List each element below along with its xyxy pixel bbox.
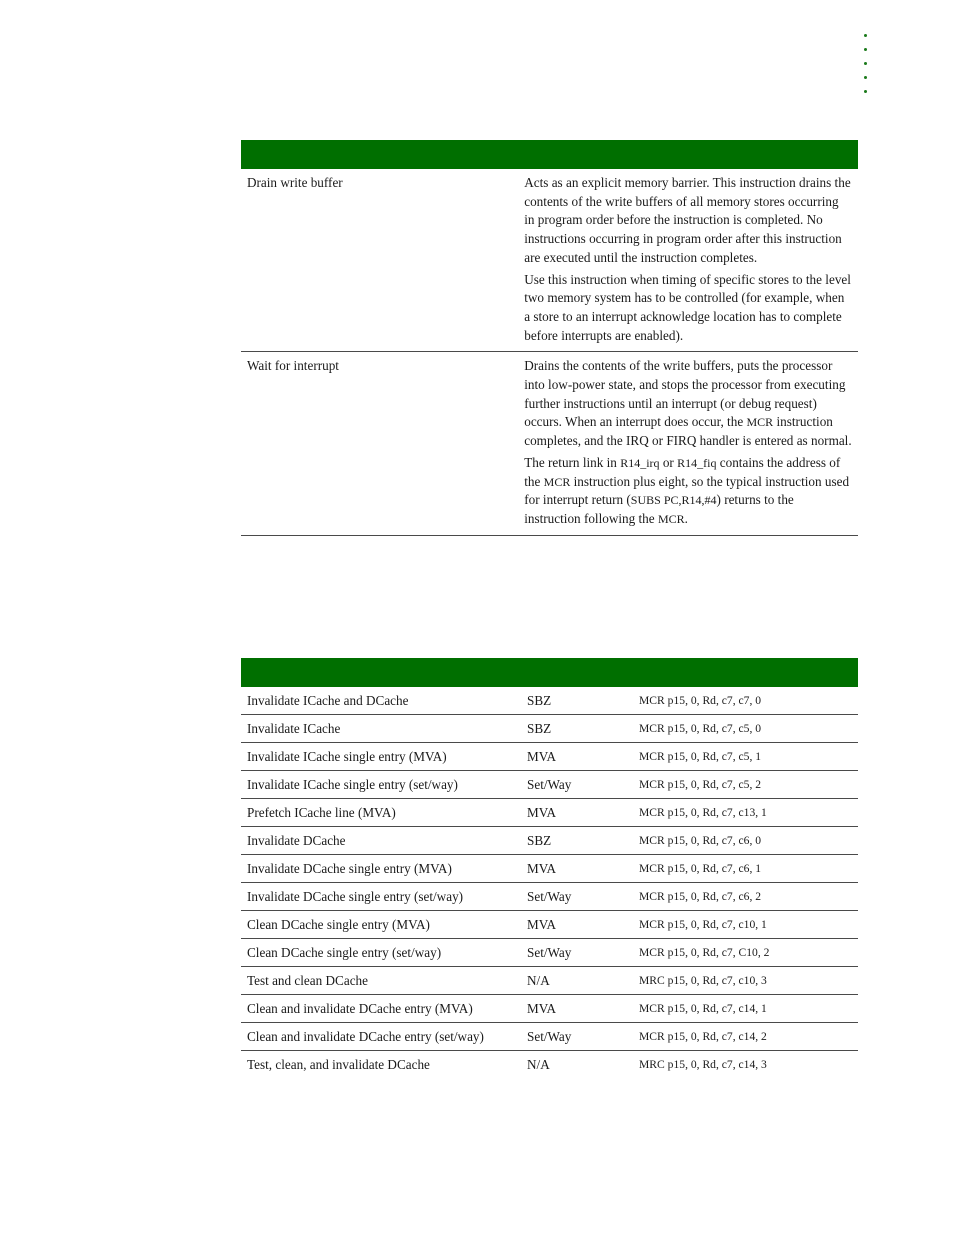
margin-dots <box>864 34 870 104</box>
data-cell: SBZ <box>521 715 633 743</box>
table-row <box>241 827 858 855</box>
cache-operations-table <box>241 658 858 1078</box>
data-cell: N/A <box>521 967 633 995</box>
table-row <box>241 967 858 995</box>
function-cell: Invalidate ICache and DCache <box>241 687 521 715</box>
margin-dot <box>864 48 867 51</box>
data-cell: MVA <box>521 995 633 1023</box>
data-cell: Set/Way <box>521 771 633 799</box>
table-row <box>241 743 858 771</box>
table-row <box>241 799 858 827</box>
description-paragraph: The return link in R14_irq or R14_fiq contains the address of the MCR instruction plus eight, so the typical instruction used for interrupt return (SUBS PC,R14,#4) returns to the instruction following the MCR. <box>524 454 850 526</box>
function-cell: Test and clean DCache <box>241 967 521 995</box>
table-row <box>241 715 858 743</box>
table-row <box>241 1051 858 1079</box>
function-cell: Drain write buffer <box>241 169 518 352</box>
table-row <box>241 687 858 715</box>
data-cell: Set/Way <box>521 939 633 967</box>
instruction-cell: MCR p15, 0, Rd, c7, c5, 1 <box>633 743 858 771</box>
table-row <box>241 771 858 799</box>
function-cell: Clean DCache single entry (MVA) <box>241 911 521 939</box>
cp15-c7-special-functions-table <box>241 140 858 536</box>
margin-dot <box>864 62 867 65</box>
data-cell: MVA <box>521 799 633 827</box>
data-cell: Set/Way <box>521 1023 633 1051</box>
description-paragraph: Acts as an explicit memory barrier. This instruction drains the contents of the write buffers of all memory stores occurring in program order before the instruction is completed. No instructions occurring in program order after this instruction are executed until the instruction completes. <box>524 175 851 265</box>
description-paragraph: Use this instruction when timing of specific stores to the level two memory system has to be controlled (for example, when a store to an interrupt acknowledge location has to complete before interrupts are enabled). <box>524 271 851 343</box>
data-cell: N/A <box>527 1056 550 1072</box>
table-row <box>241 352 858 535</box>
instruction-cell: MCR p15, 0, Rd, c7, c6, 2 <box>633 883 858 911</box>
function-cell: Invalidate ICache single entry (set/way) <box>241 771 521 799</box>
instruction-cell: MCR p15, 0, Rd, c7, c13, 1 <box>633 799 858 827</box>
function-cell: Invalidate DCache single entry (MVA) <box>241 855 521 883</box>
data-cell: SBZ <box>521 827 633 855</box>
instruction-cell: MCR p15, 0, Rd, c7, c10, 1 <box>633 911 858 939</box>
data-cell: Set/Way <box>521 883 633 911</box>
data-cell: SBZ <box>521 687 633 715</box>
instruction-cell: MCR p15, 0, Rd, c7, c5, 2 <box>633 771 858 799</box>
table-row <box>241 911 858 939</box>
function-cell: Clean and invalidate DCache entry (set/way) <box>241 1023 521 1051</box>
margin-dot <box>864 90 867 93</box>
function-cell: Invalidate ICache <box>241 715 521 743</box>
description-paragraph: Drains the contents of the write buffers, puts the processor into low-power state, and stops the processor from executing further instructions until an interrupt (or debug request) occurs. When an interrupt does occur, the MCR instruction completes, and the IRQ or FIRQ handler is entered as normal. <box>524 358 852 449</box>
function-cell: Invalidate ICache single entry (MVA) <box>241 743 521 771</box>
function-cell: Invalidate DCache <box>241 827 521 855</box>
table-row <box>241 1023 858 1051</box>
table-row <box>241 169 858 352</box>
table-row <box>241 995 858 1023</box>
instruction-cell: MRC p15, 0, Rd, c7, c14, 3 <box>639 1058 767 1071</box>
data-cell: MVA <box>521 855 633 883</box>
function-cell: Test, clean, and invalidate DCache <box>247 1056 430 1072</box>
description-cell <box>518 169 858 352</box>
instruction-cell: MCR p15, 0, Rd, c7, c5, 0 <box>633 715 858 743</box>
instruction-cell: MCR p15, 0, Rd, c7, c7, 0 <box>633 687 858 715</box>
instruction-cell: MCR p15, 0, Rd, c7, C10, 2 <box>633 939 858 967</box>
instruction-cell: MCR p15, 0, Rd, c7, c14, 1 <box>633 995 858 1023</box>
function-cell: Clean and invalidate DCache entry (MVA) <box>241 995 521 1023</box>
table-row <box>241 939 858 967</box>
margin-dot <box>864 76 867 79</box>
instruction-cell: MCR p15, 0, Rd, c7, c14, 2 <box>633 1023 858 1051</box>
description-cell <box>518 352 858 535</box>
function-cell: Invalidate DCache single entry (set/way) <box>241 883 521 911</box>
table-header-bar <box>241 658 858 687</box>
data-cell: MVA <box>521 911 633 939</box>
data-cell: MVA <box>521 743 633 771</box>
function-cell: Prefetch ICache line (MVA) <box>241 799 521 827</box>
instruction-cell: MCR p15, 0, Rd, c7, c6, 0 <box>633 827 858 855</box>
table-header-bar <box>241 140 858 169</box>
instruction-cell: MCR p15, 0, Rd, c7, c6, 1 <box>633 855 858 883</box>
table-row <box>241 855 858 883</box>
table-row <box>241 883 858 911</box>
margin-dot <box>864 34 867 37</box>
function-cell: Clean DCache single entry (set/way) <box>241 939 521 967</box>
function-cell: Wait for interrupt <box>241 352 518 535</box>
instruction-cell: MRC p15, 0, Rd, c7, c10, 3 <box>633 967 858 995</box>
